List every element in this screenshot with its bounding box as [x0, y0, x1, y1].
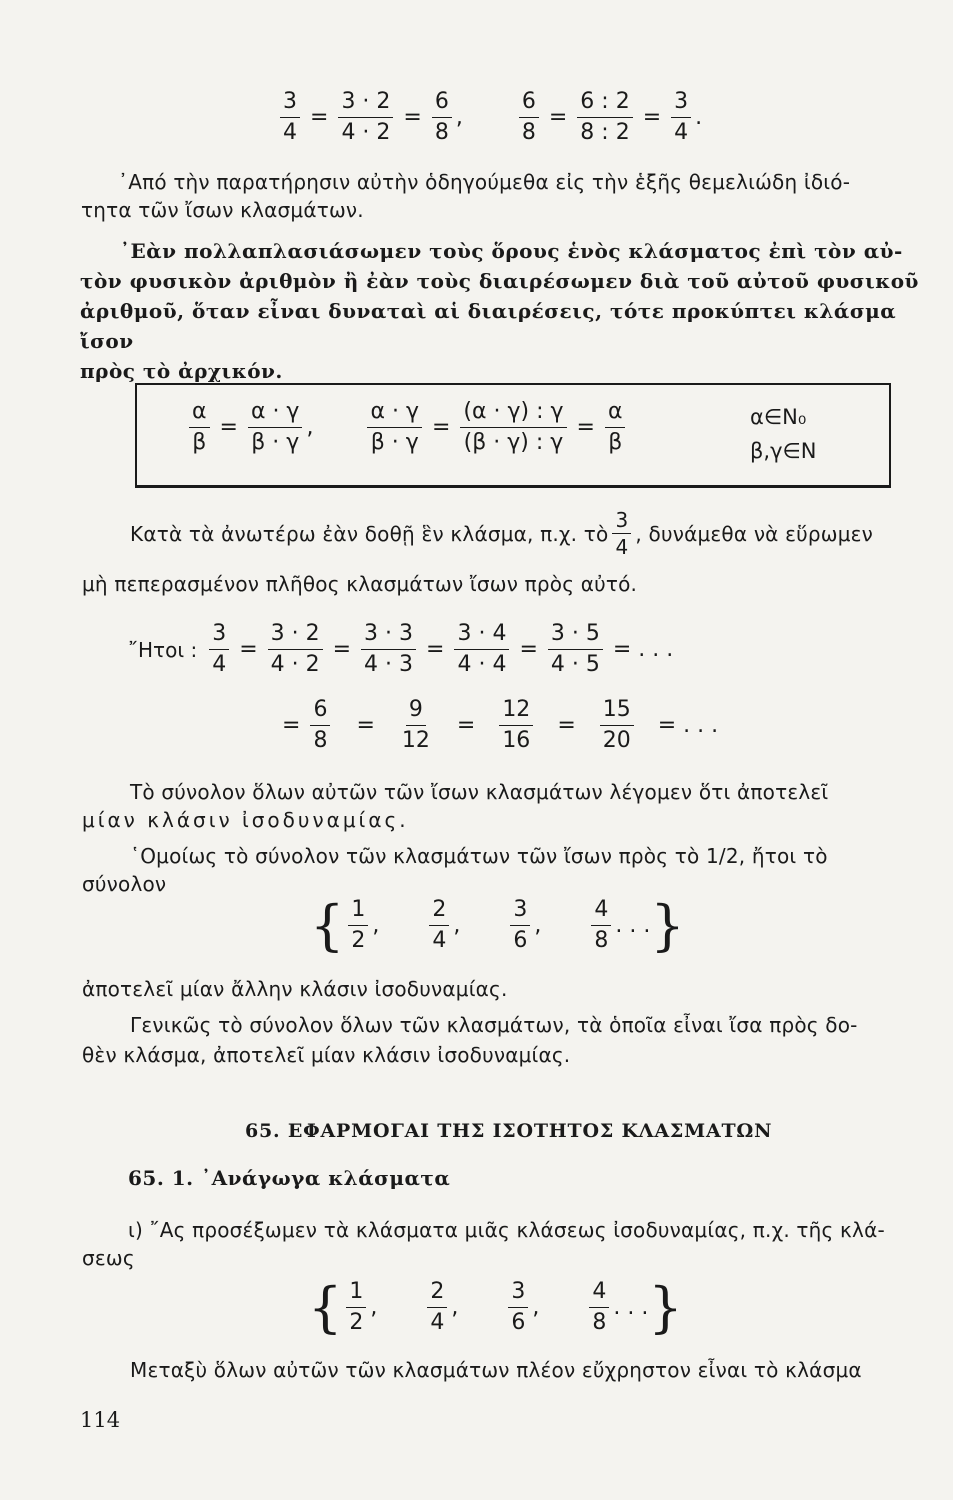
rule-statement: ᾿Εὰν πολλαπλασιάσωμεν τοὺς ὅρους ἑνὸς κλάσματος ἐπὶ τὸν αὐ- τὸν φυσικὸν ἀριθμὸν ἢ ἐὰν τοὺς διαιρέσωμεν διὰ τοῦ αὐτοῦ φυσικοῦ ἀριθμοῦ, ὅταν εἶναι δυναταὶ αἱ διαιρέσεις, τότε προκύπτει κλάσμα ἴσον πρὸς τὸ ἀρχικόν. [80, 239, 919, 383]
paragraph-general: Γενικῶς τὸ σύνολον ὅλων τῶν κλασμάτων, τὰ ὁποῖα εἶναι ἴσα πρὸς δο- θὲν κλάσμα, ἀποτελεῖ μίαν κλάσιν ἰσοδυναμίας. [82, 1013, 858, 1067]
paragraph-class: Τὸ σύνολον ὅλων αὐτῶν τῶν ἴσων κλασμάτων λέγομεν ὅτι ἀποτελεῖ μίαν κλάσιν ἰσοδυναμίας. [82, 780, 829, 832]
page-number: 114 [80, 1408, 121, 1432]
fraction: $\frac{6 : 2}{8 : 2}$ [577, 88, 632, 147]
equation-equivalents-row2: = $\frac{6}{8}$ = $\frac{9}{12}$ = $\frac{12}{16}$ = $\frac{15}{20}$ = . . . [282, 697, 719, 753]
section-title: 65. ΕΦΑΡΜΟΓΑΙ ΤΗΣ ΙΣΟΤΗΤΟΣ ΚΛΑΣΜΑΤΩΝ [245, 1120, 773, 1142]
set-example: { $\frac{1}{2}$ , $\frac{2}{4}$ , $\frac{3}{6}$ , $\frac{4}{8}$ . . . } [308, 1275, 683, 1339]
fraction: $\frac{6}{8}$ [519, 88, 539, 147]
boxed-conditions: α∈N₀ β,γ∈N [750, 405, 817, 463]
fraction: $\frac{3 \cdot 2}{4 \cdot 2}$ [338, 88, 393, 147]
boxed-equation: $\frac{\alpha}{\beta}$ = $\frac{\alpha \cdot \gamma}{\beta \cdot \gamma}$ , $\frac{\alpha \cdot \gamma}{\beta \cdot \gamma}$ = $\frac{(\alpha \cdot \gamma) : \gamma}{(\beta \cdot \gamma) : \gamma}$ = $\frac{\alpha}{\beta}$ [185, 398, 629, 457]
fraction: $\frac{3}{4}$ [671, 88, 691, 147]
paragraph-simplest: Μεταξὺ ὅλων αὐτῶν τῶν κλασμάτων πλέον εὔχρηστον εἶναι τὸ κλάσμα [130, 1358, 862, 1382]
paragraph-infinite: Κατὰ τὰ ἀνωτέρω ἐὰν δοθῇ ἓν κλάσμα, π.χ. τὸ $\frac{3}{4}$ , δυνάμεθα νὰ εὕρωμεν [130, 508, 874, 559]
equation-intro: $\frac{3}{4}$ = $\frac{3 \cdot 2}{4 \cdot 2}$ = $\frac{6}{8}$ , $\frac{6}{8}$ = $\frac{6 : 2}{8 : 2}$ = $\frac{3}{4}$ . [276, 88, 702, 147]
set-one-half: { $\frac{1}{2}$ , $\frac{2}{4}$ , $\frac{3}{6}$ , $\frac{4}{8}$ . . . } [310, 893, 685, 957]
paragraph-another-class: ἀποτελεῖ μίαν ἄλλην κλάσιν ἰσοδυναμίας. [82, 977, 508, 1001]
paragraph-example: ι) ῎Ας προσέξωμεν τὰ κλάσματα μιᾶς κλάσεως ἰσοδυναμίας, π.χ. τῆς κλά- σεως [82, 1218, 885, 1270]
paragraph-similar: ῾Ομοίως τὸ σύνολον τῶν κλασμάτων τῶν ἴσων πρὸς τὸ 1/2, ἤτοι τὸ σύνολον [82, 844, 828, 896]
paragraph-observation: ᾿Από τὴν παρατήρησιν αὐτὴν ὁδηγούμεθα εἰς τὴν ἑξῆς θεμελιώδη ἰδιό- τητα τῶν ἴσων κλασμάτων. [81, 170, 851, 222]
subsection-title: 65. 1. ᾿Ανάγωγα κλάσματα [128, 1166, 451, 1190]
fraction: $\frac{3}{4}$ [280, 88, 300, 147]
equation-equivalents: ῎Ητοι : $\frac{3}{4}$ = $\frac{3 \cdot 2}{4 \cdot 2}$ = $\frac{3 \cdot 3}{4 \cdot 3}$ = $\frac{3 \cdot 4}{4 \cdot 4}$ = $\frac{3 \cdot 5}{4 \cdot 5}$ = . . . [128, 621, 674, 677]
paragraph-infinite-line2: μὴ πεπερασμένον πλῆθος κλασμάτων ἴσων πρὸς αὐτό. [82, 572, 638, 596]
fraction: $\frac{6}{8}$ [432, 88, 452, 147]
